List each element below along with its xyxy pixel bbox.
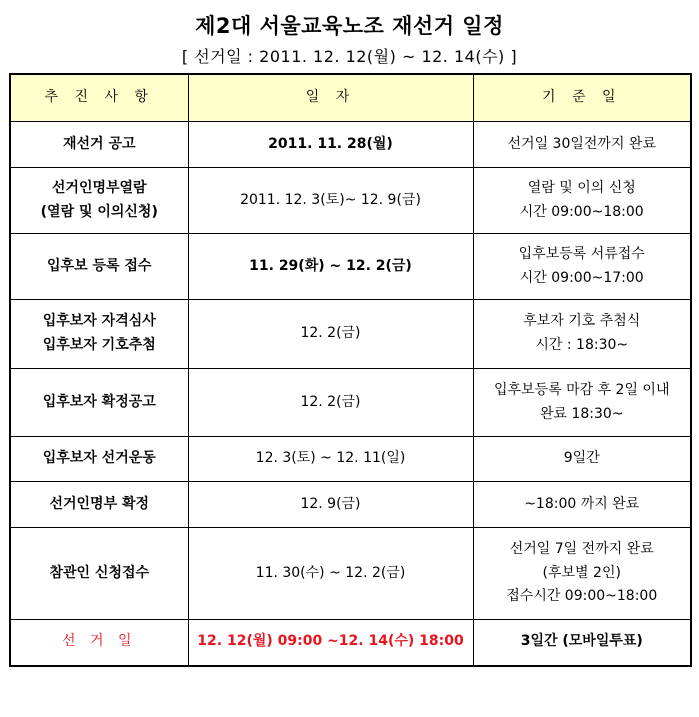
row-date bbox=[188, 528, 473, 620]
table-row bbox=[10, 528, 691, 620]
header-basis: 기 준 일 bbox=[473, 74, 691, 122]
row-basis-line: 시간 09:00~17:00 bbox=[519, 269, 644, 286]
row-item-line: 참관인 신청접수 bbox=[49, 564, 150, 581]
row-item-line: 선거인명부열람 bbox=[51, 179, 147, 196]
election-day-row bbox=[10, 620, 691, 666]
row-basis-line: 완료 18:30~ bbox=[539, 405, 624, 422]
row-basis bbox=[473, 300, 691, 369]
row-basis-line: 선거일 7일 전까지 완료 bbox=[509, 540, 654, 557]
election-period-subtitle: [ 선거일 : 2011. 12. 12(월) ~ 12. 14(수) ] bbox=[181, 47, 518, 66]
election-day-label: 선 거 일 bbox=[10, 620, 188, 666]
table-row bbox=[10, 300, 691, 369]
schedule-table bbox=[9, 73, 692, 667]
row-basis bbox=[473, 168, 691, 234]
table-row bbox=[10, 437, 691, 482]
table-row bbox=[10, 168, 691, 234]
header-date: 일 자 bbox=[188, 74, 473, 122]
row-basis-line: ~18:00 까지 완료 bbox=[524, 495, 640, 512]
row-basis bbox=[473, 234, 691, 300]
row-date bbox=[188, 437, 473, 482]
row-date-line: 12. 3(토) ~ 12. 11(일) bbox=[255, 450, 406, 467]
row-basis-line: 시간 : 18:30~ bbox=[535, 337, 629, 353]
header-item: 추 진 사 항 bbox=[10, 74, 188, 122]
row-item-line: 입후보 등록 접수 bbox=[47, 257, 152, 274]
row-basis-line: 접수시간 09:00~18:00 bbox=[506, 588, 658, 605]
row-basis bbox=[473, 482, 691, 528]
row-date bbox=[188, 482, 473, 528]
row-date bbox=[188, 168, 473, 234]
row-item bbox=[10, 437, 188, 482]
row-date-line: 12. 2(금) bbox=[300, 393, 361, 410]
row-item-line: 입후보자 자격심사 bbox=[42, 313, 156, 330]
row-date-line: 2011. 11. 28(월) bbox=[268, 135, 393, 152]
row-basis-line: 9일간 bbox=[563, 450, 600, 467]
page-title: 제2대 서울교육노조 재선거 일정 bbox=[195, 14, 504, 38]
row-date-line: 11. 29(화) ~ 12. 2(금) bbox=[249, 257, 412, 274]
table-row bbox=[10, 234, 691, 300]
row-date bbox=[188, 234, 473, 300]
table-row bbox=[10, 482, 691, 528]
table-row bbox=[10, 122, 691, 168]
row-date bbox=[188, 300, 473, 369]
row-item bbox=[10, 300, 188, 369]
row-basis-line: 시간 09:00~18:00 bbox=[519, 203, 644, 220]
row-basis-line: 입후보등록 서류접수 bbox=[518, 245, 645, 262]
row-basis-line: (후보별 2인) bbox=[542, 564, 621, 581]
election-day-date: 12. 12(월) 09:00 ~12. 14(수) 18:00 bbox=[188, 620, 473, 666]
table-row bbox=[10, 369, 691, 437]
row-basis bbox=[473, 437, 691, 482]
row-item-line: 입후보자 선거운동 bbox=[42, 450, 156, 467]
row-basis bbox=[473, 122, 691, 168]
row-item-line: 입후보자 확정공고 bbox=[42, 393, 156, 410]
row-item bbox=[10, 234, 188, 300]
row-item bbox=[10, 122, 188, 168]
row-basis-line: 입후보등록 마감 후 2일 이내 bbox=[494, 381, 670, 398]
header-row bbox=[10, 74, 691, 122]
row-basis-line: 선거일 30일전까지 완료 bbox=[507, 135, 656, 152]
row-basis bbox=[473, 369, 691, 437]
row-basis-line: 후보자 기호 추첨식 bbox=[523, 313, 641, 330]
row-basis-line: 열람 및 이의 신청 bbox=[527, 179, 636, 196]
row-basis bbox=[473, 528, 691, 620]
row-item bbox=[10, 528, 188, 620]
election-day-basis: 3일간 (모바일투표) bbox=[473, 620, 691, 666]
row-item-line: 입후보자 기호추첨 bbox=[42, 337, 156, 353]
row-date bbox=[188, 369, 473, 437]
row-item-line: 재선거 공고 bbox=[63, 135, 136, 152]
row-date-line: 11. 30(수) ~ 12. 2(금) bbox=[255, 564, 406, 581]
row-item bbox=[10, 482, 188, 528]
row-date-line: 12. 2(금) bbox=[300, 325, 361, 342]
row-item bbox=[10, 369, 188, 437]
row-item bbox=[10, 168, 188, 234]
row-date bbox=[188, 122, 473, 168]
row-item-line: 선거인명부 확정 bbox=[49, 495, 150, 512]
row-date-line: 2011. 12. 3(토)~ 12. 9(금) bbox=[240, 191, 421, 208]
row-item-line: (열람 및 이의신청) bbox=[40, 203, 158, 220]
row-date-line: 12. 9(금) bbox=[300, 495, 361, 512]
